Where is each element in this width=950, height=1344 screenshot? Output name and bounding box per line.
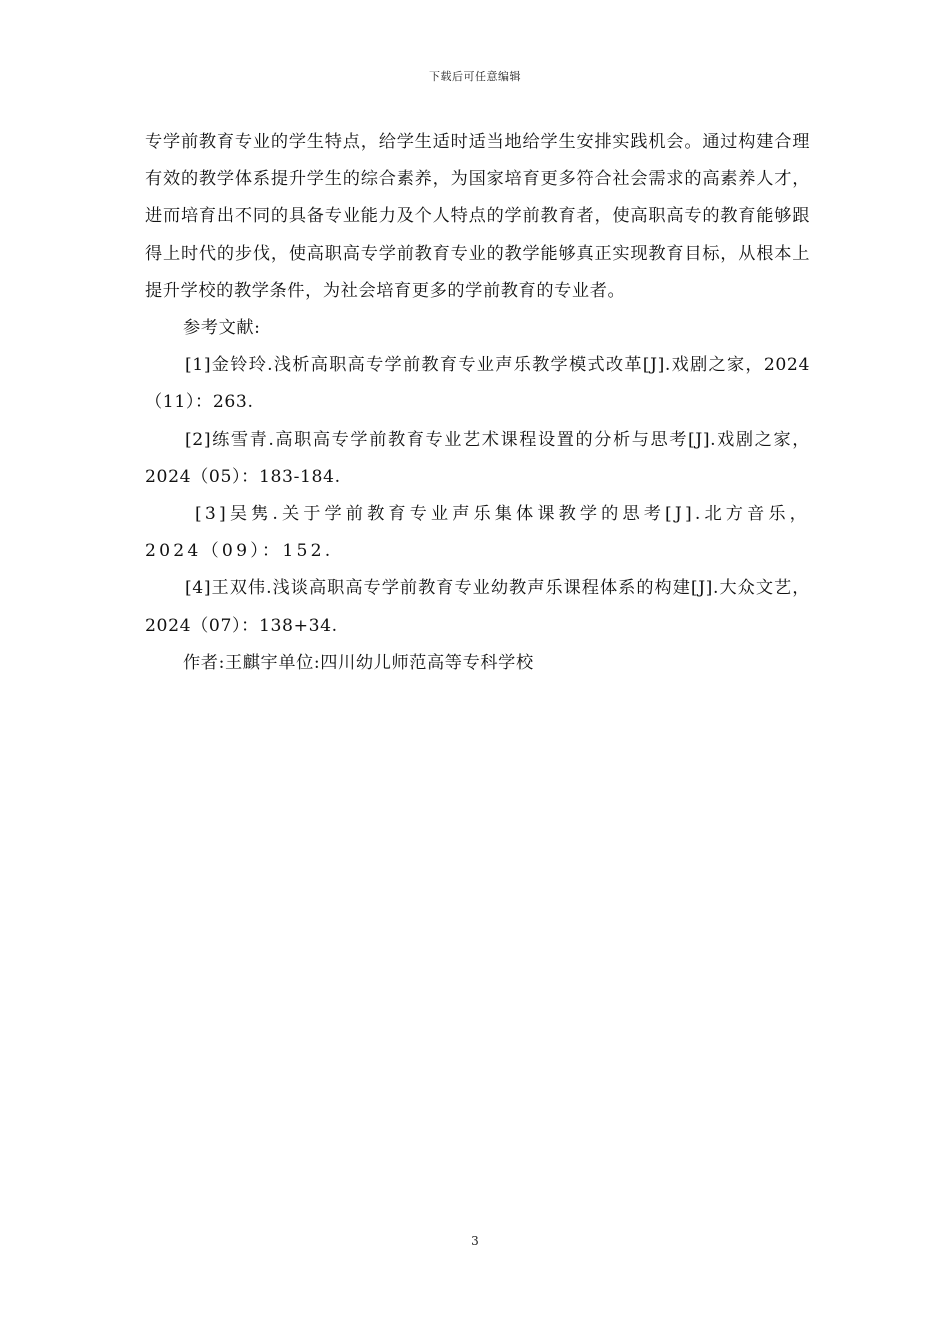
author-affiliation: 作者:王麒宇单位:四川幼儿师范高等专科学校	[183, 652, 534, 673]
reference-item-4: [4]王双伟.浅谈高职高专学前教育专业幼教声乐课程体系的构建[J].大众文艺，2024（07）：138+34.	[145, 578, 810, 636]
reference-item-1: [1]金铃玲.浅析高职高专学前教育专业声乐教学模式改革[J].戏剧之家，2024（11）：263.	[145, 355, 810, 413]
reference-item-3: [3]吴隽.关于学前教育专业声乐集体课教学的思考[J].北方音乐，2024（09）：152.	[145, 504, 810, 562]
document-body	[145, 124, 810, 682]
page-header: 下载后可任意编辑	[429, 70, 521, 83]
page-number: 3	[471, 1234, 479, 1248]
references-heading: 参考文献:	[183, 318, 261, 339]
reference-item-2: [2]练雪青.高职高专学前教育专业艺术课程设置的分析与思考[J].戏剧之家，2024（05）：183-184.	[145, 429, 810, 487]
body-paragraph: 专学前教育专业的学生特点，给学生适时适当地给学生安排实践机会。通过构建合理有效的教学体系提升学生的综合素养，为国家培育更多符合社会需求的高素养人才，进而培育出不同的具备专业能力及个人特点的学前教育者，使高职高专的教育能够跟得上时代的步伐，使高职高专学前教育专业的教学能够真正实现教育目标，从根本上提升学校的教学条件，为社会培育更多的学前教育的专业者。	[145, 132, 810, 301]
